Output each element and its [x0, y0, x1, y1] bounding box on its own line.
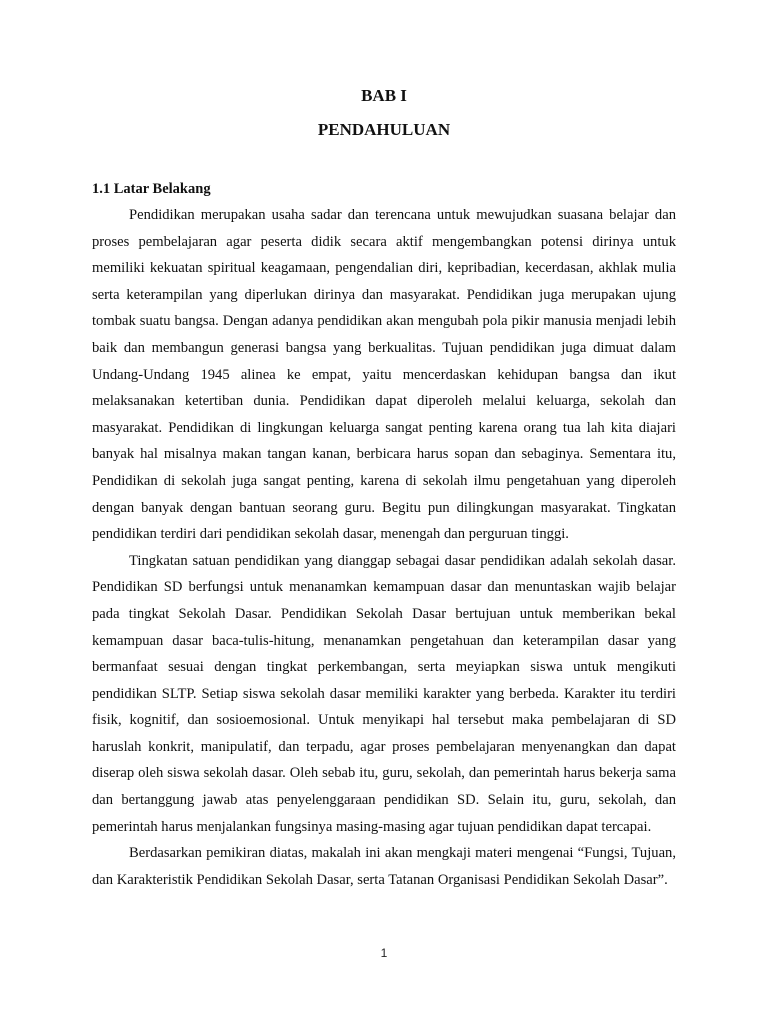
- body-paragraph: Berdasarkan pemikiran diatas, makalah ini akan mengkaji materi mengenai “Fungsi, Tujuan, dan Karakteristik Pendidikan Sekolah Dasar, serta Tatanan Organisasi Pendidikan Sekolah Dasar”.: [92, 845, 676, 888]
- page-content: [92, 84, 676, 893]
- chapter-title: PENDAHULUAN: [317, 120, 451, 139]
- page-number: 1: [380, 946, 388, 960]
- section-heading: 1.1 Latar Belakang: [92, 181, 211, 197]
- chapter-label: BAB I: [361, 86, 407, 105]
- body-paragraph: Pendidikan merupakan usaha sadar dan terencana untuk mewujudkan suasana belajar dan proses pembelajaran agar peserta didik secara aktif mengembangkan potensi dirinya untuk memiliki kekuatan spiritual keagamaan, pengendalian diri, kepribadian, kecerdasan, akhlak mulia serta keterampilan yang diperlukan dirinya dan masyarakat. Pendidikan juga merupakan ujung tombak suatu bangsa. Dengan adanya pendidikan akan mengubah pola pikir manusia menjadi lebih baik dan membangun generasi bangsa yang berkualitas. Tujuan pendidikan juga dimuat dalam Undang-Undang 1945 alinea ke empat, yaitu mencerdaskan kehidupan bangsa dan ikut melaksanakan ketertiban dunia. Pendidikan dapat diperoleh melalui keluarga, sekolah dan masyarakat. Pendidikan di lingkungan keluarga sangat penting karena orang tua lah kita diajari banyak hal misalnya makan tangan kanan, berbicara harus sopan dan sebaginya. Sementara itu, Pendidikan di sekolah juga sangat penting, karena di sekolah ilmu pengetahuan yang diperoleh dengan banyak dengan bantuan seorang guru. Begitu pun dilingkungan masyarakat. Tingkatan pendidikan terdiri dari pendidikan sekolah dasar, menengah dan perguruan tinggi.: [92, 207, 676, 543]
- body-paragraph: Tingkatan satuan pendidikan yang dianggap sebagai dasar pendidikan adalah sekolah dasar. Pendidikan SD berfungsi untuk menanamkan kemampuan dasar dan menuntaskan wajib belajar pada tingkat Sekolah Dasar. Pendidikan Sekolah Dasar bertujuan untuk memberikan bekal kemampuan dasar baca-tulis-hitung, menanamkan pengetahuan dan keterampilan dasar yang bermanfaat sesuai dengan tingkat perkembangan, serta meyiapkan siswa untuk mengikuti pendidikan SLTP. Setiap siswa sekolah dasar memiliki karakter yang berbeda. Karakter itu terdiri fisik, kognitif, dan sosioemosional. Untuk menyikapi hal tersebut maka pembelajaran di SD haruslah konkrit, manipulatif, dan terpadu, agar proses pembelajaran menyenangkan dan dapat diserap oleh siswa sekolah dasar. Oleh sebab itu, guru, sekolah, dan pemerintah harus bekerja sama dan bertanggung jawab atas penyelenggaraan pendidikan SD. Selain itu, guru, sekolah, dan pemerintah harus menjalankan fungsinya masing-masing agar tujuan pendidikan dapat tercapai.: [92, 552, 676, 835]
